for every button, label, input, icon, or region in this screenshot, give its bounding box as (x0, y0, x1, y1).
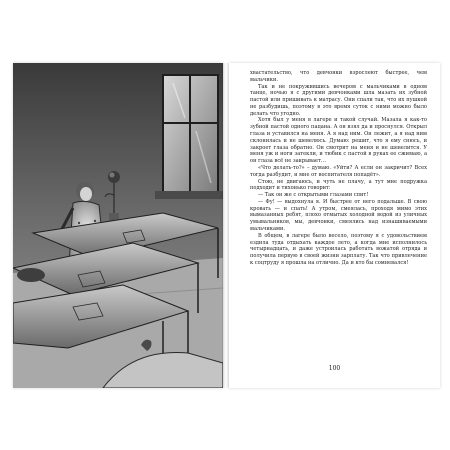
page-text (250, 70, 427, 267)
paragraph: Стою, не двигаюсь, и чуть не плачу, а тут мне подружка подходит и тихонько говорит: (250, 178, 427, 192)
paragraph: Хотя был у меня в лагере и такой случай. Мазала я как-то зубной пастой одного пацана. А он взял да и проснулся. Открыл глаза и уставился на меня. А я над ним. Он лежит, а я над ним склонилась и не шевелюсь. Думаю: решит, что я ему снюсь, и закроет глаза обратно. Он смотрит на меня и не шевелится. У меня уж и ноги затекли, и тюбик с пастой в руках ее сжимаю, а он глаза всё не закрывает… (250, 117, 427, 165)
paragraph: В общем, в лагере было весело, поэтому я с удовольствием ездила туда отдыхать каждое лето, а когда мне исполнилось четырнадцать, и даже устроилась работать вожатой отряда и получила первую в своей жизни зарплату. Так что привлечение к соцтруду я прошла на отлично. Да и кто бы сомневался! (250, 232, 427, 266)
window (155, 75, 223, 199)
right-page (229, 63, 440, 388)
dormitory-illustration (13, 63, 223, 388)
paragraph: «Что делать-то?» – думаю. «Уйти? А если он закричит? Всех тогда разбудит, и мне от воспитателя попадёт». (250, 164, 427, 178)
page-number: 100 (328, 365, 341, 372)
paragraph: — Фу! — выдохнула я. И быстрее от него подальше. В свою кровать — и спать! А утром, смеялась, проходя мимо этих вымазанных ребят, плохо отмытых холодной водой из уличных умывальников, мы, девчонки, смеялись над изнашиваемыми мальчиками. (250, 198, 427, 232)
left-page (13, 63, 223, 388)
paragraph: хвастательство, что девчонки взрослеют быстрее, чем мальчики. (250, 70, 427, 83)
paragraph: Так и не покружившись вечером с мальчиками в одном танце, ночью я с другими девчонками шла мазать их зубной пастой или пришивать к матрасу. Они спали так, что их пушкой не разбудишь, поэтому в это время суток с ними можно было делать что угодно. (250, 83, 427, 117)
paragraph: — Так он же с открытыми глазами спит! (258, 192, 369, 199)
